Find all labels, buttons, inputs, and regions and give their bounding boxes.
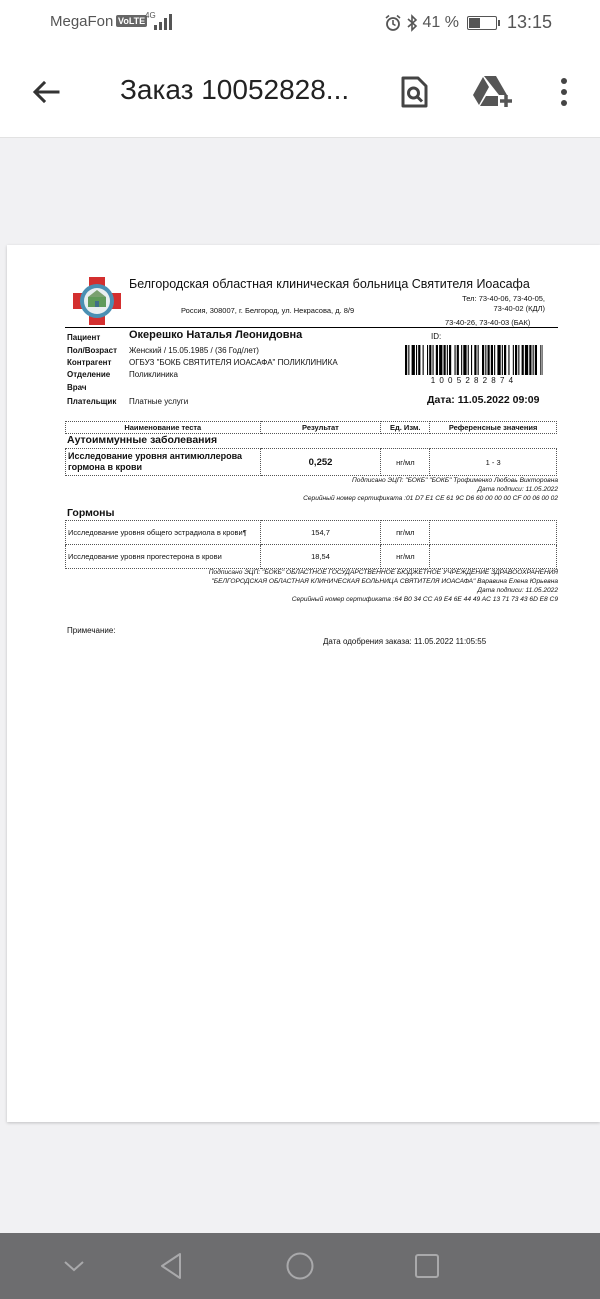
barcode-bar bbox=[491, 345, 493, 375]
results-header bbox=[65, 421, 557, 434]
hospital-address: Россия, 308007, г. Белгород, ул. Некрасова, д. 8/9 bbox=[181, 306, 355, 315]
nav-back-button[interactable] bbox=[154, 1249, 188, 1283]
barcode-bar bbox=[529, 345, 531, 375]
hospital-logo bbox=[71, 275, 123, 327]
results-table bbox=[65, 448, 557, 476]
header-reference: Референсные значения bbox=[430, 422, 557, 434]
results-table bbox=[65, 520, 557, 569]
test-name: Исследование уровня антимюллерова гормона в крови bbox=[66, 449, 261, 476]
nav-recents-button[interactable] bbox=[410, 1249, 444, 1283]
signature-line: Дата подписи: 11.05.2022 bbox=[477, 587, 558, 594]
barcode-bar bbox=[535, 345, 537, 375]
hospital-phones bbox=[445, 294, 545, 314]
patient-label: Пациент bbox=[67, 333, 101, 342]
signature-line: Серийный номер сертификата :01 D7 E1 CE 61 9C D6 60 00 00 00 CF 00 06 00 02 bbox=[303, 495, 558, 502]
barcode-bar bbox=[444, 345, 446, 375]
document-page[interactable] bbox=[7, 245, 600, 1122]
barcode-bar bbox=[518, 345, 519, 375]
barcode-bar bbox=[436, 345, 438, 375]
barcode-bar bbox=[439, 345, 442, 375]
page-title: Заказ 10052828... bbox=[120, 74, 350, 105]
test-result: 0,252 bbox=[260, 449, 381, 476]
barcode-bar bbox=[463, 345, 466, 375]
barcode-bar bbox=[468, 345, 469, 375]
battery-level bbox=[469, 18, 480, 28]
table-row bbox=[66, 521, 557, 545]
test-result: 18,54 bbox=[260, 545, 381, 569]
barcode-bar bbox=[513, 345, 514, 375]
back-arrow-icon bbox=[26, 72, 66, 112]
barcode-bar bbox=[533, 345, 534, 375]
signature-line: Серийный номер сертификата :64 B0 34 CC A9 E4 6E 44 49 AC 13 71 73 43 6D E8 C9 bbox=[291, 596, 558, 603]
phone-line: Тел: 73-40-06, 73-40-05, bbox=[462, 294, 545, 303]
barcode-bar bbox=[478, 345, 479, 375]
signature-line: Подписано ЭЦП: "БОКБ" "БОКБ" Трофименко Любовь Викторовна bbox=[352, 477, 558, 484]
section-title: Аутоиммунные заболевания bbox=[67, 434, 218, 446]
id-label: ID: bbox=[431, 332, 442, 341]
test-unit: пг/мл bbox=[381, 521, 430, 545]
barcode-bar bbox=[504, 345, 506, 375]
header-result: Результат bbox=[260, 422, 381, 434]
test-name: Исследование уровня общего эстрадиола в крови¶ bbox=[66, 521, 261, 545]
section-title: Гормоны bbox=[67, 507, 115, 519]
barcode-bar bbox=[429, 345, 431, 375]
department-value: Поликлиника bbox=[129, 370, 178, 379]
barcode-bar bbox=[457, 345, 459, 375]
battery-percent: 41 % bbox=[422, 13, 459, 31]
barcode-bar bbox=[494, 345, 495, 375]
barcode-bar bbox=[455, 345, 456, 375]
barcode-bar bbox=[461, 345, 462, 375]
barcode-bar bbox=[412, 345, 415, 375]
barcode-bar bbox=[482, 345, 484, 375]
test-reference bbox=[430, 521, 557, 545]
signature-line: "БЕЛГОРОДСКАЯ ОБЛАСТНАЯ КЛИНИЧЕСКАЯ БОЛЬНИЦА СВЯТИТЕЛЯ ИОАСАФА" Варавина Елена Юрьевна bbox=[211, 578, 558, 585]
battery-icon bbox=[467, 16, 497, 30]
nav-home-button[interactable] bbox=[283, 1249, 317, 1283]
home-circle-icon bbox=[285, 1251, 315, 1281]
barcode-bar bbox=[502, 345, 503, 375]
sex-age-value: Женский / 15.05.1985 / (36 Год/лет) bbox=[129, 346, 259, 355]
barcode-bar bbox=[427, 345, 428, 375]
bluetooth-icon bbox=[406, 14, 418, 32]
triangle-back-icon bbox=[158, 1251, 184, 1281]
barcode-bar bbox=[471, 345, 472, 375]
barcode-bar bbox=[525, 345, 528, 375]
barcode-bar bbox=[515, 345, 517, 375]
barcode-bar bbox=[522, 345, 524, 375]
header-unit: Ед. Изм. bbox=[381, 422, 430, 434]
test-reference: 1 - 3 bbox=[430, 449, 557, 476]
test-unit: нг/мл bbox=[381, 449, 430, 476]
back-button[interactable] bbox=[26, 72, 66, 112]
hide-keyboard-button[interactable] bbox=[57, 1249, 91, 1283]
phone-line: 73-40-26, 73-40-03 (БАК) bbox=[445, 318, 531, 327]
barcode-bar bbox=[474, 345, 476, 375]
barcode-bar bbox=[408, 345, 409, 375]
test-unit: нг/мл bbox=[381, 545, 430, 569]
divider bbox=[65, 327, 558, 328]
payer-label: Плательщик bbox=[67, 397, 117, 406]
add-to-drive-icon bbox=[471, 74, 513, 110]
alarm-icon bbox=[384, 14, 402, 32]
barcode-bar bbox=[433, 345, 434, 375]
barcode-bar bbox=[423, 345, 424, 375]
contractor-value: ОГБУЗ "БОКБ СВЯТИТЕЛЯ ИОАСАФА" ПОЛИКЛИНИКА bbox=[129, 358, 338, 367]
header-test-name: Наименование теста bbox=[66, 422, 261, 434]
clock: 13:15 bbox=[506, 12, 552, 32]
contractor-label: Контрагент bbox=[67, 358, 112, 367]
barcode-bar bbox=[543, 345, 544, 375]
status-bar bbox=[0, 0, 600, 46]
barcode-bar bbox=[485, 345, 486, 375]
barcode-bar bbox=[418, 345, 420, 375]
barcode-bar bbox=[447, 345, 448, 375]
add-to-drive-button[interactable] bbox=[470, 70, 514, 114]
square-recents-icon bbox=[414, 1253, 440, 1279]
more-options-button[interactable] bbox=[542, 70, 586, 114]
barcode-bar bbox=[449, 345, 451, 375]
signature-line: Дата подписи: 11.05.2022 bbox=[477, 486, 558, 493]
navigation-bar bbox=[0, 1233, 600, 1299]
barcode-number: 1005282874 bbox=[430, 376, 518, 385]
signature-block bbox=[303, 476, 558, 503]
find-in-page-icon bbox=[399, 75, 429, 109]
department-label: Отделение bbox=[67, 370, 111, 379]
carrier-name: MegaFon bbox=[50, 13, 114, 30]
barcode-bar bbox=[405, 345, 407, 375]
signature-block bbox=[209, 568, 558, 604]
find-in-page-button[interactable] bbox=[392, 70, 436, 114]
signature-line: Подписано ЭЦП: "БОКБ" ОБЛАСТНОЕ ГОСУДАРСТВЕННОЕ БЮДЖЕТНОЕ УЧРЕЖДЕНИЕ ЗДРАВООХРАНЕНИЯ bbox=[208, 569, 558, 576]
app-bar bbox=[0, 46, 600, 138]
barcode-bar bbox=[497, 345, 500, 375]
signal-icon bbox=[152, 13, 174, 31]
phone-line: 73-40-02 (КДЛ) bbox=[493, 304, 545, 313]
approval-date: Дата одобрения заказа: 11.05.2022 11:05:55 bbox=[323, 637, 487, 646]
barcode-bar bbox=[416, 345, 417, 375]
barcode-bar bbox=[540, 345, 541, 375]
chevron-down-icon bbox=[62, 1258, 86, 1274]
test-reference bbox=[430, 545, 557, 569]
barcode bbox=[405, 345, 543, 375]
barcode-bar bbox=[488, 345, 490, 375]
doctor-label: Врач bbox=[67, 383, 87, 392]
barcode-bar bbox=[508, 345, 509, 375]
test-name: Исследование уровня прогестерона в крови bbox=[66, 545, 261, 569]
table-row bbox=[66, 449, 557, 476]
patient-name: Окерешко Наталья Леонидовна bbox=[129, 329, 303, 341]
payer-value: Платные услуги bbox=[129, 397, 189, 406]
hospital-name: Белгородская областная клиническая больница Святителя Иоасафа bbox=[129, 277, 530, 291]
sex-age-label: Пол/Возраст bbox=[67, 346, 117, 355]
volte-badge: VoLTE bbox=[118, 16, 146, 26]
note-label: Примечание: bbox=[67, 626, 116, 635]
table-row bbox=[66, 545, 557, 569]
network-type: 4G bbox=[145, 11, 156, 20]
more-vert-icon bbox=[559, 77, 569, 107]
test-result: 154,7 bbox=[260, 521, 381, 545]
order-date: Дата: 11.05.2022 09:09 bbox=[427, 394, 540, 406]
